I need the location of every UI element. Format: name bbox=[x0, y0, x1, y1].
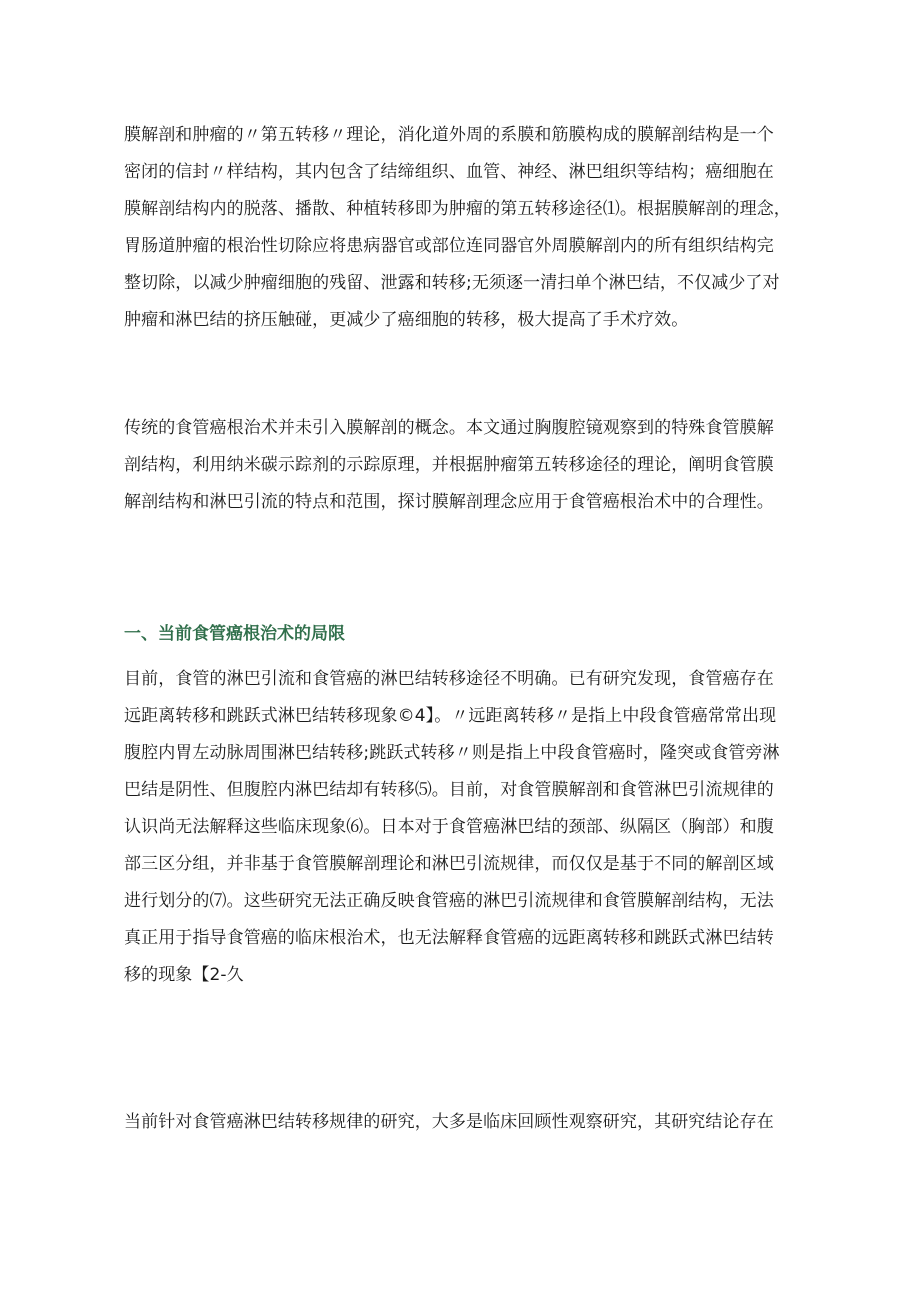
text-line: 传统的食管癌根治术并未引入膜解剖的概念。本文通过胸腹腔镜观察到的特殊食管膜解 bbox=[124, 418, 774, 438]
text-line: 真正用于指导食管癌的临床根治术，也无法解释食管癌的远距离转移和跳跃式淋巴结转 bbox=[124, 928, 774, 948]
text-line: 膜解剖结构内的脱落、播散、种植转移即为肿瘤的第五转移途径⑴。根据膜解剖的理念， bbox=[124, 199, 791, 219]
text-line: 认识尚无法解释这些临床现象⑹。日本对于食管癌淋巴结的颈部、纵隔区（胸部）和腹 bbox=[124, 817, 774, 837]
paragraph-membrane-anatomy-theory bbox=[124, 117, 850, 339]
text-line: 腹腔内胃左动脉周围淋巴结转移;跳跃式转移〃则是指上中段食管癌时，隆突或食管旁淋 bbox=[124, 743, 780, 763]
paragraph-research-status bbox=[124, 1104, 850, 1141]
text-line: 膜解剖和肿瘤的〃第五转移〃理论，消化道外周的系膜和筋膜构成的膜解剖结构是一个 bbox=[124, 125, 774, 145]
text-line: 当前针对食管癌淋巴结转移规律的研究，大多是临床回顾性观察研究，其研究结论存在 bbox=[124, 1112, 774, 1132]
text-line: 移的现象【2-久 bbox=[124, 965, 244, 985]
text-line: 进行划分的⑺。这些研究无法正确反映食管癌的淋巴引流规律和食管膜解剖结构，无法 bbox=[124, 891, 774, 911]
text-line: 胃肠道肿瘤的根治性切除应将患病器官或部位连同器官外周膜解剖内的所有组织结构完 bbox=[124, 236, 774, 256]
text-line: 肿瘤和淋巴结的挤压触碰，更减少了癌细胞的转移，极大提高了手术疗效。 bbox=[124, 310, 689, 330]
paragraph-current-limitations bbox=[124, 661, 850, 994]
text-line: 整切除，以减少肿瘤细胞的残留、泄露和转移;无须逐一清扫单个淋巴结，不仅减少了对 bbox=[124, 273, 780, 293]
text-line: 远距离转移和跳跃式淋巴结转移现象©4】。〃远距离转移〃是指上中段食管癌常常出现 bbox=[124, 706, 777, 726]
text-line: 目前，食管的淋巴引流和食管癌的淋巴结转移途径不明确。已有研究发现，食管癌存在 bbox=[124, 669, 774, 689]
text-line: 密闭的信封〃样结构，其内包含了结缔组织、血管、神经、淋巴组织等结构；癌细胞在 bbox=[124, 162, 774, 182]
text-line: 剖结构，利用纳米碳示踪剂的示踪原理，并根据肿瘤第五转移途径的理论，阐明食管膜 bbox=[124, 455, 774, 475]
paragraph-study-purpose bbox=[124, 410, 850, 521]
text-line: 部三区分组，并非基于食管膜解剖理论和淋巴引流规律，而仅仅是基于不同的解剖区域 bbox=[124, 854, 774, 874]
text-line: 解剖结构和淋巴引流的特点和范围，探讨膜解剖理念应用于食管癌根治术中的合理性。 bbox=[124, 492, 774, 512]
text-line: 巴结是阴性、但腹腔内淋巴结却有转移⑸。目前，对食管膜解剖和食管淋巴引流规律的 bbox=[124, 780, 774, 800]
section-heading: 一、当前食管癌根治术的局限 bbox=[124, 624, 345, 644]
